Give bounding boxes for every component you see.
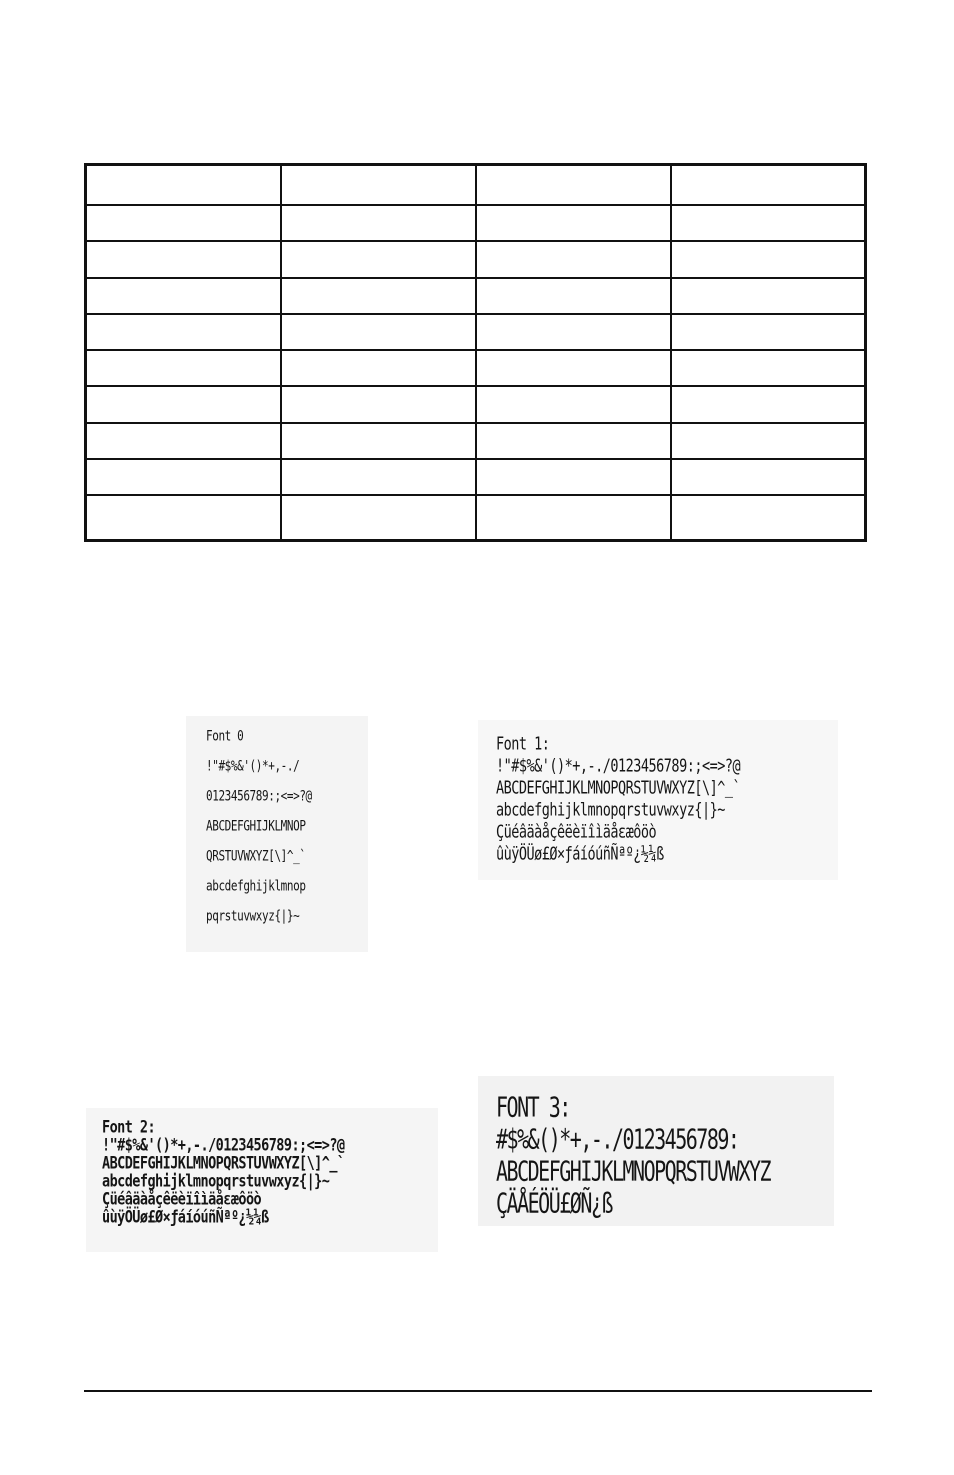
table-cell <box>671 423 866 459</box>
table-cell <box>86 350 281 386</box>
table-cell <box>671 459 866 495</box>
font-2-sample <box>86 1108 438 1252</box>
table-cell <box>281 386 476 422</box>
font-0-line: ABCDEFGHIJKLMNOP <box>206 818 306 835</box>
table-cell <box>86 386 281 422</box>
table-cell <box>86 241 281 277</box>
table-cell <box>476 241 671 277</box>
table-cell <box>476 386 671 422</box>
table-cell <box>281 350 476 386</box>
table-cell <box>86 495 281 540</box>
table-cell <box>671 314 866 350</box>
font-2-line: Çüéâäàåçêëèïîìäåɛæôöò <box>102 1189 262 1210</box>
font-3-line: ABCDEFGHIJKLMNOPQRSTUVWXYZ <box>496 1154 771 1188</box>
font-2-line: !"#$%&'()*+,-./0123456789:;<=>?@ <box>102 1135 345 1156</box>
table-cell <box>86 165 281 206</box>
table-row <box>86 314 866 350</box>
table-cell <box>671 165 866 206</box>
font-1-sample <box>478 720 838 880</box>
table-cell <box>671 495 866 540</box>
table-cell <box>476 205 671 241</box>
font-2-line: ûùÿÖÜø£Ø×ƒáíóúñÑªº¿½¼ß <box>102 1207 269 1228</box>
table-cell <box>476 350 671 386</box>
table-cell <box>671 278 866 314</box>
table-row <box>86 459 866 495</box>
table-cell <box>671 386 866 422</box>
table-body <box>86 165 866 541</box>
table-cell <box>86 278 281 314</box>
font-1-line: !"#$%&'()*+,-./0123456789:;<=>?@ <box>496 756 741 777</box>
font-3-line: FONT 3: <box>496 1090 570 1124</box>
table-cell <box>86 205 281 241</box>
table-row <box>86 278 866 314</box>
table-cell <box>476 314 671 350</box>
table-row <box>86 495 866 540</box>
font-3-line: ÇÄÅÉÖÜ£ØÑ¿ß <box>496 1186 612 1220</box>
table-row <box>86 165 866 206</box>
font-1-line: Font 1: <box>496 734 550 755</box>
table-cell <box>86 423 281 459</box>
font-0-line: !"#$%&'()*+,-./ <box>206 758 300 775</box>
table-cell <box>671 241 866 277</box>
table-cell <box>476 278 671 314</box>
table-row <box>86 423 866 459</box>
table-cell <box>671 350 866 386</box>
font-0-sample <box>186 716 368 952</box>
table-cell <box>281 459 476 495</box>
font-0-line: QRSTUVWXYZ[\]^_` <box>206 848 306 865</box>
table-row <box>86 205 866 241</box>
table-cell <box>281 241 476 277</box>
footer-rule <box>84 1390 872 1392</box>
table-cell <box>281 165 476 206</box>
table-cell <box>86 459 281 495</box>
table-cell <box>281 314 476 350</box>
table-cell <box>281 205 476 241</box>
font-2-line: abcdefghijklmnopqrstuvwxyz{|}~ <box>102 1171 330 1192</box>
empty-font-table <box>84 163 867 542</box>
font-1-line: Çüéâäàåçêëèïîìäåɛæôöò <box>496 822 657 843</box>
font-0-line: pqrstuvwxyz{|}~ <box>206 908 300 925</box>
table-cell <box>281 423 476 459</box>
font-0-line: Font 0 <box>206 728 244 745</box>
table-cell <box>476 423 671 459</box>
font-2-line: Font 2: <box>102 1117 156 1138</box>
font-0-line: abcdefghijklmnop <box>206 878 306 895</box>
table-row <box>86 350 866 386</box>
table-cell <box>476 459 671 495</box>
table-cell <box>86 314 281 350</box>
font-1-line: ABCDEFGHIJKLMNOPQRSTUVWXYZ[\]^_` <box>496 778 741 799</box>
table-cell <box>281 495 476 540</box>
font-1-line: abcdefghijklmnopqrstuvwxyz{|}~ <box>496 800 725 821</box>
table-cell <box>476 165 671 206</box>
table-cell <box>476 495 671 540</box>
table-row <box>86 241 866 277</box>
table-cell <box>671 205 866 241</box>
font-0-line: 0123456789:;<=>?@ <box>206 788 312 805</box>
table-cell <box>281 278 476 314</box>
font-3-sample <box>478 1076 834 1226</box>
table-row <box>86 386 866 422</box>
font-1-line: ûùÿÖÜø£Ø×ƒáíóúñÑªº¿½¼ß <box>496 844 664 865</box>
font-3-line: #$%&()*+,-./0123456789: <box>496 1122 739 1156</box>
font-2-line: ABCDEFGHIJKLMNOPQRSTUVWXYZ[\]^_` <box>102 1153 345 1174</box>
